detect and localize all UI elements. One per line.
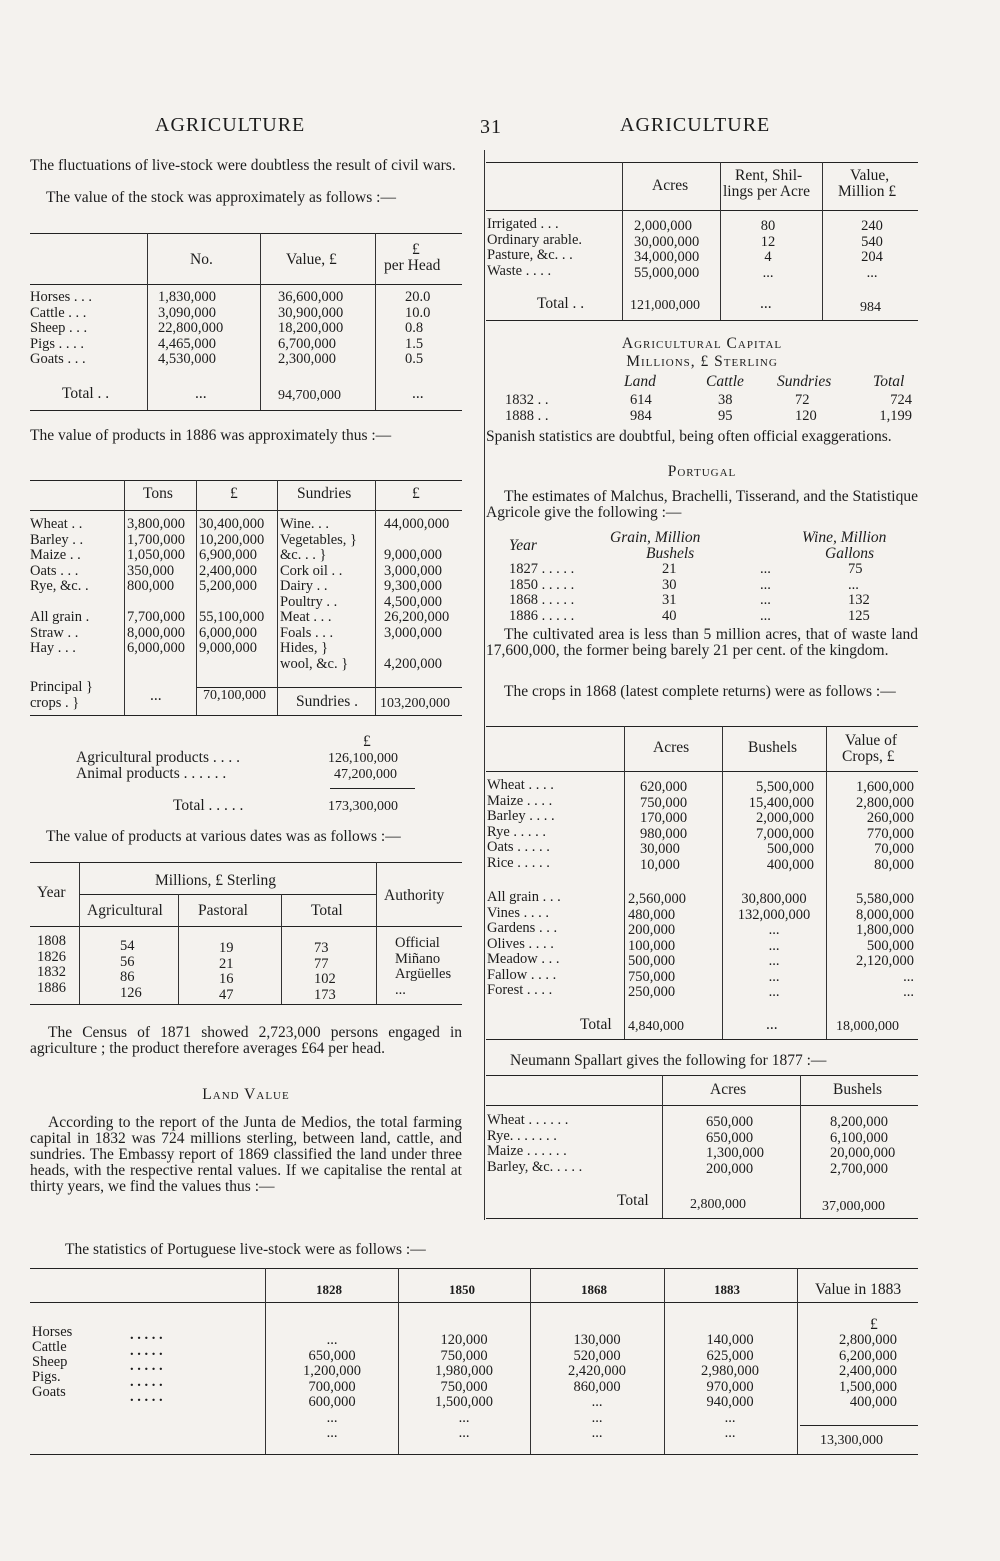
land-acres: 2,000,000 30,000,000 34,000,000 55,000,000: [634, 218, 700, 281]
paragraph-land-value: According to the report of the Junta de Medios, the total farming capital in 1832 was 724 millions sterling, between land, cattle, and sundries. The Embassy report of 1869 classified the land under three heads, with the respective rental values. If we capitalise the rental at thirty years, we find the values thus :—: [30, 1114, 462, 1195]
crop-bushels-2: 30,800,000 132,000,000 ... ... ... ... ...: [737, 891, 811, 1000]
col-header-cattle: Cattle: [706, 373, 744, 390]
col-header-bushels: Bushels: [646, 545, 695, 562]
paragraph-various-dates: The value of products at various dates was as follows :—: [46, 828, 401, 845]
stock-no-values: 1,830,000 3,090,000 22,800,000 4,465,000 4,530,000: [158, 289, 224, 367]
date-years: 1808 1826 1832 1886: [37, 933, 66, 996]
capital-cattle: 38 95: [718, 392, 733, 424]
col-header-year: Year: [509, 537, 537, 554]
stock-total-per: ...: [412, 385, 424, 402]
principal-tons: ...: [150, 687, 162, 704]
grain-separators: ... ... ... ...: [760, 561, 771, 624]
col-header-year: Year: [37, 884, 66, 901]
crop-values-2: 5,580,000 8,000,000 1,800,000 500,000 2,120,000 ... ...: [856, 891, 914, 1000]
crops-total-acres: 4,840,000: [628, 1019, 684, 1034]
values-1868: 130,000 520,000 2,420,000 860,000 ... ... ...: [568, 1332, 626, 1441]
paragraph-portuguese-livestock: The statistics of Portuguese live-stock were as follows :—: [65, 1241, 426, 1258]
col-header-acres: Acres: [653, 739, 690, 756]
animal-products-value: 47,200,000: [334, 767, 397, 782]
neumann-total-label: Total: [617, 1192, 649, 1209]
col-header-wine: Wine, Million: [802, 529, 887, 546]
paragraph-estimates: The estimates of Malchus, Brachelli, Tisserand, and the Statistique Agricole give the following :—: [486, 488, 918, 521]
capital-years: 1832 . . 1888 . .: [505, 392, 549, 424]
crop-acres-1: 620,000 750,000 170,000 980,000 30,000 10,000: [640, 779, 688, 873]
col-header-1883: 1883: [714, 1282, 740, 1297]
sundries-total-label: Sundries .: [296, 693, 358, 710]
principal-crops-label: Principal } crops . }: [30, 679, 93, 711]
col-header-gallons: Gallons: [825, 545, 875, 562]
col-header-crops: Crops, £: [842, 748, 895, 765]
col-header-sundries: Sundries: [777, 373, 832, 390]
crop-names-2: All grain . . . Vines . . . . Gardens . . . Olives . . . . Meadow . . . Fallow . . . . Forest . . . .: [487, 889, 561, 998]
summary-total-value: 173,300,000: [328, 799, 398, 814]
paragraph-fluctuations: The fluctuations of live-stock were doubtless the result of civil wars.: [30, 157, 456, 174]
neumann-names: Wheat . . . . . . Rye. . . . . . . Maize . . . . . . Barley, &c. . . . .: [487, 1112, 583, 1175]
paragraph-crops-1868: The crops in 1868 (latest complete returns) were as follows :—: [504, 683, 896, 700]
col-header-value: Value, £: [286, 251, 337, 268]
col-header-1850: 1850: [449, 1282, 475, 1297]
paragraph-neumann: Neumann Spallart gives the following for 1877 :—: [510, 1052, 827, 1069]
values-1850: 120,000 750,000 1,980,000 750,000 1,500,000 ... ...: [435, 1332, 493, 1441]
date-pastoral: 19 21 16 47: [219, 940, 234, 1003]
capital-land: 614 984: [630, 392, 652, 424]
page-number: 31: [480, 116, 502, 138]
section-title-land-value: Land Value: [202, 1086, 290, 1103]
col-header-pound: £: [230, 485, 238, 502]
capital-title: Agricultural Capital: [621, 335, 783, 352]
date-authority: Official Miñano Argüelles ...: [395, 935, 452, 998]
col-header-value-2: Million £: [838, 183, 897, 200]
col-header-1828: 1828: [316, 1282, 342, 1297]
paragraph-spanish-statistics: Spanish statistics are doubtful, being often official exaggerations.: [486, 428, 892, 445]
neumann-total-acres: 2,800,000: [690, 1197, 746, 1212]
capital-subtitle: Millions, £ Sterling: [626, 353, 778, 370]
running-head-right: AGRICULTURE: [620, 114, 771, 136]
product-names: Wheat . . Barley . . Maize . . Oats . . . Rye, &c. . All grain . Straw . . Hay . . .: [30, 516, 90, 656]
paragraph-stock-intro: The value of the stock was approximately as follows :—: [46, 189, 396, 206]
col-header-pastoral: Pastoral: [198, 902, 248, 919]
col-header-total: Total: [311, 902, 343, 919]
livestock-leader-dots: . . . . . . . . . . . . . . . . . . . . . . . . .: [130, 1327, 163, 1405]
col-header-agricultural: Agricultural: [87, 902, 163, 919]
section-title-portugal: Portugal: [667, 463, 737, 480]
neumann-bushels: 8,200,000 6,100,000 20,000,000 2,700,000: [830, 1114, 896, 1177]
value-pound-sign: £: [870, 1316, 878, 1333]
col-header-total: Total: [873, 373, 905, 390]
stock-total-value: 94,700,000: [278, 388, 341, 403]
product-values: 30,400,000 10,200,000 6,900,000 2,400,000 5,200,000 55,100,000 6,000,000 9,000,000: [199, 516, 265, 656]
crop-names-1: Wheat . . . . Maize . . . . Barley . . . . Rye . . . . . Oats . . . . . Rice . . . . .: [487, 777, 555, 871]
col-header-1868: 1868: [581, 1282, 607, 1297]
col-header-bushels: Bushels: [833, 1081, 883, 1098]
stock-total-no: ...: [195, 385, 207, 402]
neumann-acres: 650,000 650,000 1,300,000 200,000: [706, 1114, 764, 1177]
col-header-pound: £: [412, 485, 420, 502]
crop-bushels-1: 5,500,000 15,400,000 2,000,000 7,000,000 500,000 400,000: [748, 779, 814, 873]
land-types: Irrigated . . . Ordinary arable. Pasture, &c. . . Waste . . . .: [487, 216, 583, 279]
column-rule: [484, 150, 485, 1220]
capital-sundries: 72 120: [795, 392, 817, 424]
land-total-acres: 121,000,000: [630, 298, 700, 313]
stock-value-values: 36,600,000 30,900,000 18,200,000 6,700,000 2,300,000: [278, 289, 344, 367]
land-total-value: 984: [860, 300, 881, 315]
grain-values: 21 30 31 40: [662, 561, 677, 624]
land-total-label: Total . .: [537, 295, 585, 312]
stock-per-head-values: 20.0 10.0 0.8 1.5 0.5: [405, 289, 431, 367]
col-header-bushels: Bushels: [748, 739, 798, 756]
col-header-acres: Acres: [652, 177, 689, 194]
col-header-acres: Acres: [710, 1081, 747, 1098]
col-header-millions: Millions, £ Sterling: [155, 872, 276, 889]
col-header-value-1883: Value in 1883: [815, 1281, 902, 1298]
product-tons: 3,800,000 1,700,000 1,050,000 350,000 800,000 7,700,000 8,000,000 6,000,000: [127, 516, 185, 656]
neumann-total-bushels: 37,000,000: [822, 1199, 885, 1214]
col-header-pound: £: [412, 241, 420, 258]
sundry-names: Wine. . . Vegetables, } &c. . . } Cork oil . . Dairy . . Poultry . . Meat . . . Foals . . . Hides, } wool, &c. }: [280, 516, 358, 672]
col-header-grain: Grain, Million: [610, 529, 701, 546]
running-head-left: AGRICULTURE: [155, 114, 306, 136]
col-header-value: Value of: [845, 732, 898, 749]
principal-value: 70,100,000: [203, 688, 266, 703]
values-in-1883: 2,800,000 6,200,000 2,400,000 1,500,000 400,000: [839, 1332, 897, 1410]
col-header-per-head: per Head: [384, 257, 441, 274]
crops-total-label: Total: [580, 1016, 612, 1033]
col-header-rent-2: lings per Acre: [723, 183, 810, 200]
grain-years: 1827 . . . . . 1850 . . . . . 1868 . . . . . 1886 . . . . .: [509, 561, 575, 624]
paragraph-products-1886: The value of products in 1886 was approximately thus :—: [30, 427, 392, 444]
col-header-no: No.: [190, 251, 213, 268]
livestock-total-value: 13,300,000: [820, 1433, 883, 1448]
col-header-value: Value,: [850, 167, 890, 184]
col-header-authority: Authority: [384, 887, 445, 904]
stock-total-label: Total . .: [62, 385, 110, 402]
stock-names: Horses . . . Cattle . . . Sheep . . . Pigs . . . . Goats . . .: [30, 289, 93, 367]
land-rent: 80 12 4 ...: [760, 218, 776, 281]
wine-values: 75 ... 132 125: [848, 561, 870, 624]
crops-total-value: 18,000,000: [836, 1019, 899, 1034]
land-total-rent: ...: [760, 295, 772, 312]
values-1828: ... 650,000 1,200,000 700,000 600,000 ... ...: [303, 1332, 361, 1441]
paragraph-cultivated-area: The cultivated area is less than 5 million acres, that of waste land 17,600,000, the former being barely 21 per cent. of the kingdom.: [486, 626, 918, 659]
capital-total: 724 1,199: [879, 392, 912, 424]
col-header-sundries: Sundries: [297, 485, 352, 502]
summary-pound: £: [363, 733, 371, 750]
livestock-names: Horses Cattle Sheep Pigs. Goats: [32, 1324, 73, 1400]
summary-total-label: Total . . . . .: [173, 797, 244, 814]
sundries-total-value: 103,200,000: [380, 696, 450, 711]
crops-total-bushels: ...: [766, 1016, 778, 1033]
col-header-rent: Rent, Shil-: [735, 167, 803, 184]
crop-values-1: 1,600,000 2,800,000 260,000 770,000 70,000 80,000: [856, 779, 914, 873]
date-total: 73 77 102 173: [314, 940, 336, 1003]
agricultural-products-value: 126,100,000: [328, 751, 398, 766]
agricultural-products-label: Agricultural products . . . .: [76, 749, 241, 766]
date-agricultural: 54 56 86 126: [120, 938, 142, 1001]
land-value: 240 540 204 ...: [861, 218, 883, 281]
sundry-values: 44,000,000 9,000,000 3,000,000 9,300,000 4,500,000 26,200,000 3,000,000 4,200,000: [384, 516, 450, 672]
animal-products-label: Animal products . . . . . .: [76, 765, 227, 782]
paragraph-census: The Census of 1871 showed 2,723,000 persons engaged in agriculture ; the product therefore averages £64 per head.: [30, 1024, 462, 1057]
col-header-tons: Tons: [143, 485, 173, 502]
values-1883: 140,000 625,000 2,980,000 970,000 940,000 ... ...: [701, 1332, 759, 1441]
col-header-land: Land: [624, 373, 656, 390]
crop-acres-2: 2,560,000 480,000 200,000 100,000 500,000 750,000 250,000: [628, 891, 686, 1000]
